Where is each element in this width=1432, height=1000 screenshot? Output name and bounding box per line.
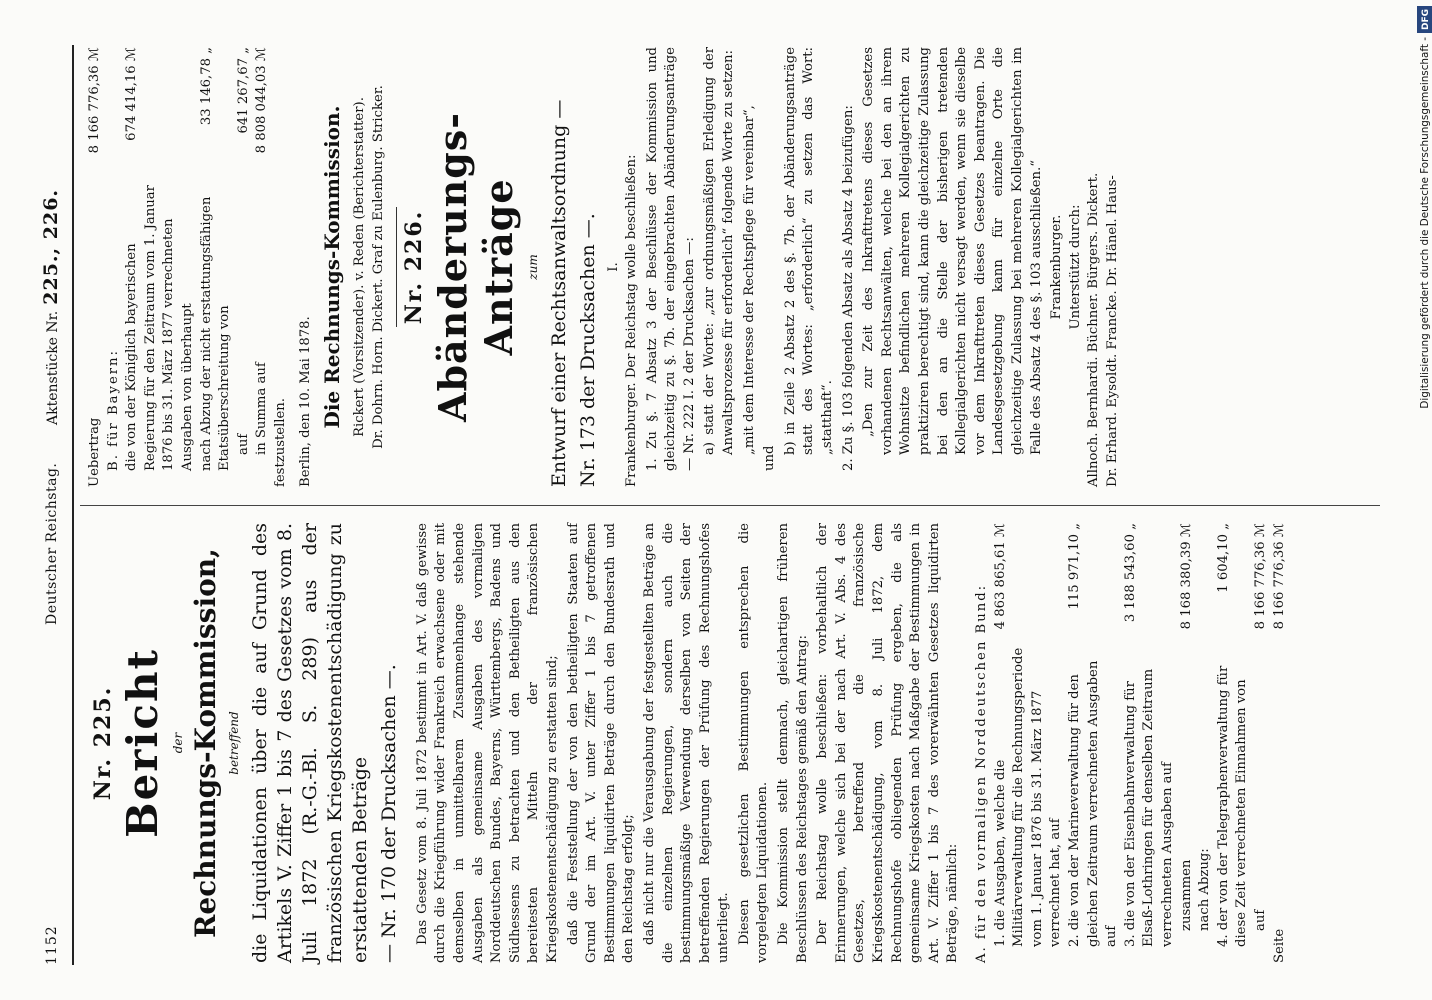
section-label: Aktenstücke Nr. — [45, 310, 61, 425]
doc226-point: „mit dem Interesse der Rechtspflege für vereinbar“, — [741, 105, 757, 455]
carry-over-row: Uebertrag 8 166 776,36 ℳ — [86, 47, 105, 487]
column-divider — [80, 505, 1380, 506]
amount: 674 414,16 ℳ — [124, 47, 140, 141]
doc225-paragraph: daß die Feststellung der von den betheiligten Staaten auf Grund der im Art. V. unter Ziffer 1 bis 7 getroffenen Bestimmungen liquidirten Beträge durch den Bundesrath und den Reichstag erfolgt; — [565, 523, 637, 963]
closing-word: festzustellen. — [272, 398, 288, 487]
doc226-point: 1. Zu §. 7 Absatz 3 der Beschlüsse der Kommission und gleichzeitig zu §. 7b. der eingebrachten Abänderungsanträge — Nr. 222 I. 2 der Drucksachen —: — [644, 47, 697, 471]
doc225-subject: die Liquidationen über die auf Grund des Artikels V. Ziffer 1 bis 7 des Gesetzes vom 8. Juli 1872 (R.-G.-Bl. S. 289) aus der französischen Kriegskostenentschädigung zu erstattenden Beträge — [248, 523, 371, 963]
page-number: 1152 — [44, 925, 60, 965]
rotated-content — [10, 25, 1410, 985]
supported-label: Unterstützt durch: — [1067, 204, 1083, 330]
doc225-paragraph: Das Gesetz vom 8. Juli 1872 bestimmt in Art. V. daß gewisse durch die Kriegführung wider Frankreich erwachsene oder mit demselben in unmittelbarem Zusammenhange stehende Ausgaben als gemeinsame Ausgaben des vormaligen Norddeutschen Bundes, Bayerns, Württembergs, Badens und Südhessens zu betrachten und den Betheiligten aus den bereitesten Mitteln der französischen Kriegskostenentschädigung zu erstatten sind; — [414, 523, 560, 963]
list-item: die von der Königlich bayerischen Regierung für den Zeitraum vom 1. Januar 1876 bis 31. März 1877 verrechneten Ausgaben von überhaupt 674 414,16 ℳ — [123, 47, 197, 487]
doc226-ref: Nr. 173 der Drucksachen —. — [576, 213, 599, 487]
supporters: Dr. Erhard. Eysoldt. Francke. Dr. Hänel. Haus- — [1104, 175, 1120, 487]
doc225-title: Bericht — [117, 648, 167, 838]
doc226-zum: zum — [525, 254, 540, 280]
doc226-signer: Frankenburger. — [1049, 214, 1065, 320]
amount: 115 971,10 „ — [1066, 523, 1082, 610]
right-column — [86, 47, 1123, 487]
amount: 641 267,67 „ — [235, 47, 251, 134]
doc225-paragraph: Der Reichstag wolle beschließen: vorbehaltlich der Erinnerungen, welche sich bei der nach Art. V. Abs. 4 des Gesetzes, betreffend die französische Kriegskostenentschädigung, vom 8. Juli 1872, dem Rechnungshofe obliegenden Prüfung ergeben, die als gemeinsame Kriegskosten nach Maßgabe der Bestimmungen in Art. V. Ziffer 1 bis 7 des vorerwähnten Gesetzes liquidirten Beträge, nämlich: — [815, 523, 961, 963]
list-item: 4. der von der Telegraphenverwaltung für diese Zeit verrechneten Einnahmen von 1 604,10 „ — [1215, 523, 1252, 963]
doc225-number: Nr. 225. — [90, 685, 116, 801]
publication-title: Deutscher Reichstag. — [44, 462, 60, 625]
signature-title: Die Rechnungs-Kommission. — [320, 105, 345, 429]
doc226-point: a) statt der Worte: „zur ordnungsmäßigen Erledigung der Anwaltsprozesse für erforderlich“ folgende Worte zu setzen: — [702, 47, 737, 455]
section-b-heading: B. für Bayern: — [105, 349, 121, 471]
deduction-label: nach Abzug: — [1197, 848, 1213, 931]
doc226-number: Nr. 226. — [401, 209, 428, 325]
doc225-paragraph: Die Kommission stellt demnach, gleichartigen früheren Beschlüssen des Reichstages gemäß den Antrag: — [776, 523, 810, 963]
section-heading — [40, 189, 62, 425]
amount: 8 166 776,36 ℳ — [1271, 523, 1287, 630]
doc225-ref: — Nr. 170 der Drucksachen —. — [377, 664, 400, 963]
running-header — [38, 45, 72, 965]
doc225-committee: Rechnungs-Kommission, — [189, 548, 223, 938]
section-numbers: 225., 226. — [40, 188, 62, 305]
doc226-subject: Entwurf einer Rechtsanwaltsordnung — — [547, 99, 570, 487]
amount: 4 863 865,61 ℳ — [992, 523, 1008, 630]
list-item: nach Abzug der nicht erstattungsfähigen Etatsüberschreitung von 33 146,78 „ — [198, 47, 235, 487]
amount: 8 168 380,39 ℳ — [1178, 523, 1194, 630]
doc226-point: b) in Zeile 2 Absatz 2 des §. 7b. der Abänderungsanträge statt des Wortes: „erforderlich“ zu setzen das Wort: „statthaft“. — [782, 47, 836, 455]
amount: 8 166 776,36 ℳ — [1252, 523, 1268, 630]
left-column — [86, 523, 1289, 963]
amount: 3 188 543,60 „ — [1122, 523, 1138, 623]
total-row: auf 8 166 776,36 ℳ — [1252, 523, 1271, 963]
list-item: 2. die von der Marineverwaltung für den gleichen Zeitraum verrechneten Ausgaben auf 115 971,10 „ — [1066, 523, 1122, 963]
dfg-logo: DFG — [1417, 6, 1432, 33]
list-item: 1. die Ausgaben, welche die Militärverwaltung für die Rechnungsperiode vom 1. Januar 1876 bis 31. März 1877 verrechnet hat, auf 4 863 865,61 ℳ — [992, 523, 1066, 963]
amount: 8 808 044,03 ℳ — [254, 47, 270, 154]
doc226-lead: Frankenburger. Der Reichstag wolle beschließen: — [624, 154, 640, 487]
signers: Dr. Dohrn. Horn. Dickert. Graf zu Eulenburg. Stricker. — [370, 85, 386, 449]
subtotal-row: auf 641 267,67 „ — [235, 47, 254, 487]
place-date: Berlin, den 10. Mai 1878. — [297, 316, 313, 487]
grand-total-row: in Summa auf 8 808 044,03 ℳ — [253, 47, 272, 487]
doc225-der: der — [170, 732, 185, 754]
subtotal-row: zusammen 8 168 380,39 ℳ — [1178, 523, 1197, 963]
supporters: Allnoch. Bernhardi. Büchner. Bürgers. Dickert. — [1086, 172, 1102, 487]
doc226-title: Abänderungs-Anträge — [429, 111, 521, 423]
doc226-point: und — [762, 445, 778, 471]
doc226-point: „Den zur Zeit des Inkrafttretens dieses Gesetzes vorhandenen Rechtsanwälten, welche bei den an ihrem Wohnsitze befindlichen mehreren Kollegialgerichten zu praktiziren berechtigt sind, kann die gleichzeitige Zulassung bei den an die Stelle der bisherigen tretenden Kollegialgerichten nicht versagt werden, wenn sie dieselbe vor dem Inkrafttreten dieses Gesetzes beantragen. Die Landesgesetzgebung kann für einzelne Orte die gleichzeitige Zulassung bei mehreren Kollegialgerichten im Falle des Absatz 4 des §. 103 ausschließen.“ — [861, 47, 1044, 455]
funding-text: Digitalisierung gefördert durch die Deutsche Forschungsgemeinschaft - — [1419, 37, 1431, 409]
carry-row: Seite 8 166 776,36 ℳ — [1271, 523, 1290, 963]
amount: 8 166 776,36 ℳ — [87, 47, 102, 154]
header-rule — [72, 45, 74, 965]
doc226-point: 2. Zu §. 103 folgenden Absatz als Absatz 4 beizufügen: — [840, 105, 856, 471]
doc225-paragraph: daß nicht nur die Verausgabung der festgestellten Beträge an die einzelnen Regierungen, sondern auch die bestimmungsmäßige Verwendung derselben von Seiten der betreffenden Regierungen der Prüfung des Rechnungshofes unterliegt. — [641, 523, 732, 963]
list-item: 3. die von der Eisenbahnverwaltung für Elsaß-Lothringen für denselben Zeitraum verrechneten Ausgaben auf 3 188 543,60 „ — [1122, 523, 1178, 963]
digitization-note — [1414, 6, 1432, 996]
separator — [396, 207, 397, 327]
doc225-paragraph: Diesen gesetzlichen Bestimmungen entsprechen die vorgelegten Liquidationen. — [736, 523, 771, 963]
amount: 33 146,78 „ — [198, 47, 214, 126]
signers: Rickert (Vorsitzender). v. Reden (Berichterstatter). — [352, 97, 368, 437]
amount: 1 604,10 „ — [1215, 523, 1231, 593]
section-a-heading: A. für den vormaligen Norddeutschen Bund: — [974, 583, 989, 963]
doc225-betreffend: betreffend — [227, 711, 242, 775]
roman-numeral: I. — [605, 262, 621, 272]
